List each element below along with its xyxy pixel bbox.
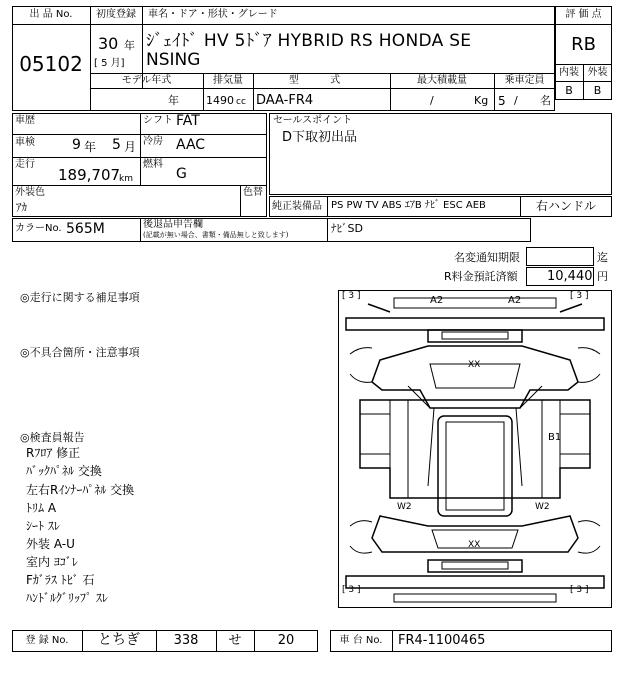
name-change-deadline-box [526, 247, 594, 266]
steering-value: 右ハンドル [535, 199, 596, 213]
capacity-label: 乗車定員 [504, 75, 545, 86]
car-name-line2: NSING [146, 50, 201, 70]
model-year-label: モデル年式 [121, 75, 172, 86]
exterior-color-label: 外装色 [15, 187, 45, 198]
capacity-separator: / [514, 94, 518, 107]
recycle-fee-unit: 円 [597, 270, 608, 283]
aftermarket-note: (記載が無い場合、書類・備品無しと致します) [143, 231, 289, 239]
displacement-unit: cc [236, 97, 246, 107]
registration-class: 338 [173, 633, 199, 648]
inspector-report-label: ◎検査員報告 [20, 431, 85, 444]
exterior-grade: B [593, 84, 602, 97]
equipment-label: 純正装備品 [272, 201, 322, 212]
inspector-line: 左右Rｲﾝﾅｰﾊﾟﾈﾙ 交換 [26, 483, 135, 497]
fuel-label: 燃料 [143, 159, 163, 170]
car-damage-diagram [338, 290, 612, 608]
corner-label-bottom-right: [ 3 ] [570, 585, 589, 595]
corner-label-bottom-left: [ 3 ] [342, 585, 361, 595]
sales-point-value: D下取初出品 [282, 130, 358, 145]
lot-number-label: 出 品 No. [29, 9, 73, 20]
inspection-label: 車検 [15, 137, 35, 148]
mileage-label: 走行 [15, 159, 35, 170]
name-change-deadline-label: 名変通知期限 [454, 251, 520, 264]
aftermarket-label: 後退品申告欄 [143, 219, 203, 230]
color-change-label: 色替 [243, 187, 263, 198]
registration-kana: せ [228, 633, 242, 648]
registration-number-label: 登 録 No. [25, 635, 69, 646]
damage-mark-w2-left: W2 [397, 502, 412, 512]
model-year-unit: 年 [168, 94, 179, 107]
name-change-deadline-unit: 迄 [597, 251, 608, 264]
exterior-color-value: ｱｶ [16, 201, 27, 214]
inspector-line: ﾄﾘﾑ A [26, 501, 57, 515]
first-registration-year: 30 [98, 34, 119, 53]
recycle-fee-label: R料金預託済額 [444, 270, 518, 283]
corner-label-top-right: [ 3 ] [570, 291, 589, 301]
first-registration-label: 初度登録 [96, 9, 136, 20]
interior-grade-label: 内装 [559, 67, 579, 78]
ac-label: 冷房 [143, 136, 163, 147]
chassis-number-label: 車 台 No. [339, 635, 383, 646]
capacity-value: 5 [498, 94, 506, 108]
registration-number: 20 [277, 633, 295, 648]
chassis-number-value: FR4-1100465 [398, 633, 486, 648]
sales-point-label: セールスポイント [273, 115, 353, 126]
damage-mark-a2-left: A2 [430, 295, 444, 306]
shift-label: シフト [143, 115, 173, 126]
year-unit: 年 [124, 39, 135, 52]
inspector-line: 室内 ﾖｺﾞﾚ [26, 555, 78, 569]
ac-value: AAC [176, 137, 206, 153]
capacity-unit: 名 [540, 94, 551, 107]
car-outline-icon [338, 290, 612, 608]
overall-grade: RB [571, 34, 596, 55]
first-registration-month: [ 5 月] [94, 58, 125, 69]
max-load-value: / [430, 94, 434, 107]
damage-mark-b1: B1 [548, 432, 562, 443]
inspection-month-unit: 月 [124, 140, 137, 154]
type-label: 型 式 [288, 75, 355, 86]
exterior-grade-label: 外装 [587, 67, 608, 78]
damage-mark-w2-right: W2 [535, 502, 550, 512]
inspector-line: 外装 A-U [26, 537, 75, 551]
displacement-value: 1490 [206, 94, 234, 107]
aftermarket-value: ﾅﾋﾞSD [331, 222, 363, 235]
lot-number: 05102 [19, 52, 83, 76]
color-number-value: 565M [66, 221, 105, 237]
inspector-line: Rﾌﾛｱ 修正 [26, 446, 81, 460]
corner-label-top-left: [ 3 ] [342, 291, 361, 301]
interior-grade: B [565, 84, 573, 97]
type-value: DAA-FR4 [256, 93, 314, 108]
registration-area: とちぎ [98, 632, 140, 648]
damage-mark-a2-right: A2 [508, 295, 522, 306]
displacement-label: 排気量 [213, 75, 243, 86]
inspection-year: 9 [72, 137, 81, 153]
damage-mark-xx-top: XX [468, 360, 481, 370]
inspection-year-unit: 年 [84, 140, 97, 154]
history-label: 車歴 [15, 115, 35, 126]
car-name-label: 車名・ドア・形状・グレード [148, 9, 278, 20]
inspector-line: ﾊﾝﾄﾞﾙｸﾞﾘｯﾌﾟ ｽﾚ [26, 591, 108, 605]
recycle-fee-value: 10,440 [547, 269, 593, 284]
car-name-line1: ｼﾞｪｲﾄﾞ HV 5ﾄﾞｱ HYBRID RS HONDA SE [146, 31, 472, 51]
color-number-label: カラーNo. [15, 223, 62, 234]
equipment-value: PS PW TV ABS ｴｱB ﾅﾋﾞ ESC AEB [331, 200, 486, 211]
max-load-label: 最大積載量 [417, 75, 467, 86]
inspector-line: ｼｰﾄ ｽﾚ [26, 519, 60, 533]
inspector-line: Fｶﾞﾗｽ ﾄﾋﾞ 石 [26, 573, 95, 587]
running-notes-label: ◎走行に関する補足事項 [20, 291, 140, 304]
inspection-month: 5 [112, 137, 121, 153]
fuel-value: G [176, 166, 187, 182]
max-load-unit: Kg [474, 94, 489, 107]
mileage-unit: km [119, 174, 133, 184]
inspector-line: ﾊﾞｯｸﾊﾟﾈﾙ 交換 [26, 464, 102, 478]
mileage-value: 189,707 [58, 166, 121, 184]
damage-mark-xx-bottom: XX [468, 540, 481, 550]
grade-label: 評 価 点 [565, 9, 602, 20]
shift-value: FAT [176, 113, 200, 129]
defects-label: ◎不具合箇所・注意事項 [20, 346, 140, 359]
